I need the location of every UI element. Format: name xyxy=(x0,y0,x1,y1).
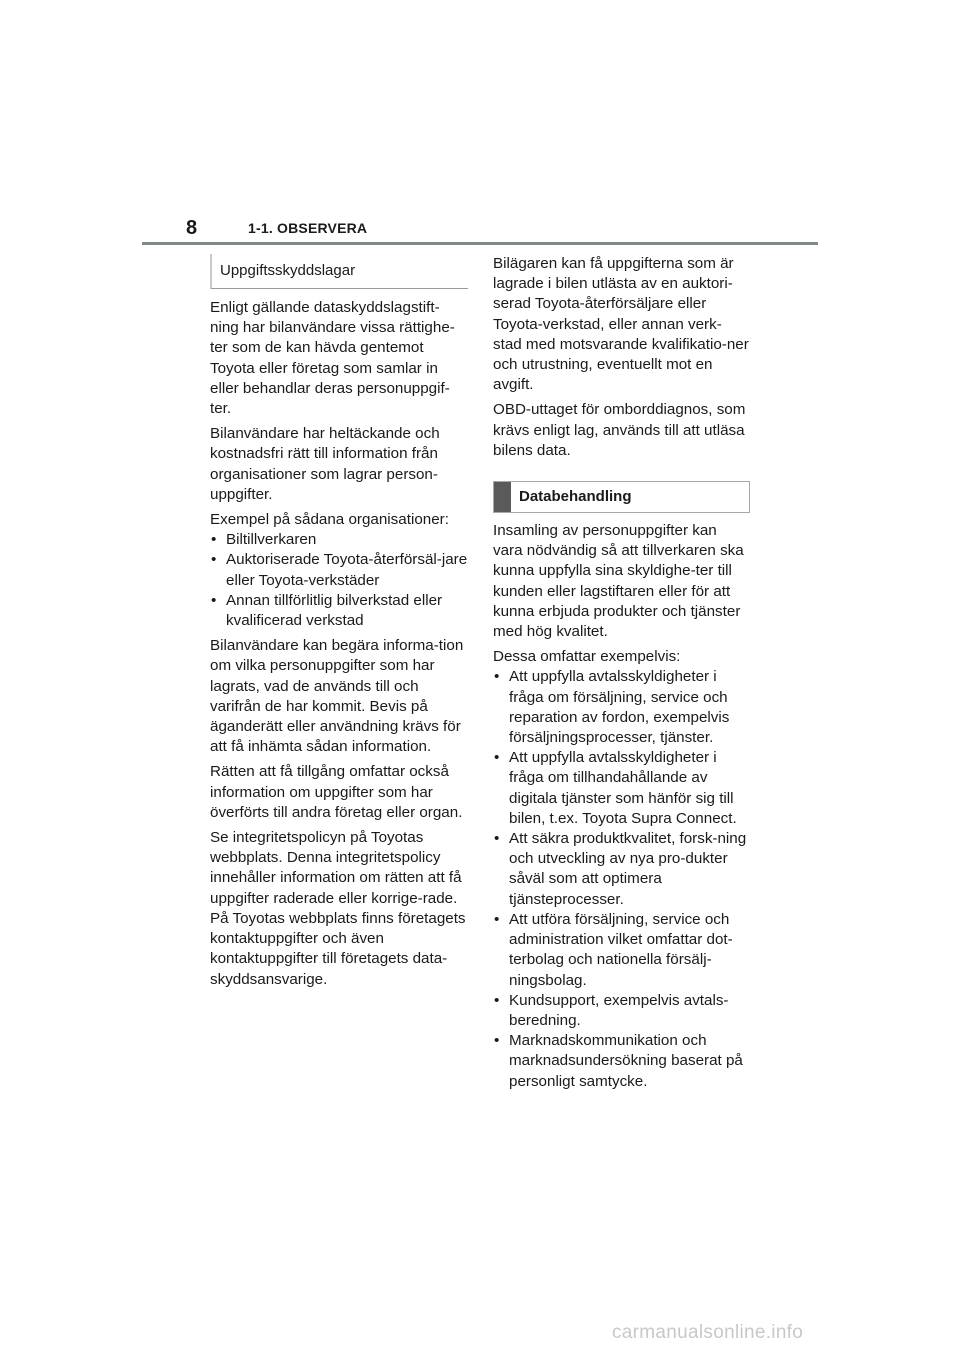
section-heading-label: Databehandling xyxy=(519,487,632,505)
list-item: • Kundsupport, exempelvis avtals-beredning. xyxy=(493,991,750,1031)
list-item: • Att säkra produktkvalitet, forsk-ning och utveckling av nya pro-dukter såväl som att optimera tjänsteprocesser. xyxy=(493,829,750,910)
paragraph: Insamling av personuppgifter kan vara nödvändig så att tillverkaren ska kunna uppfylla sina skyldighe-ter till kunden eller lagstiftaren eller för att kunna erbjuda produkter och tjänster med hög kvalitet. xyxy=(493,522,744,641)
organisation-examples-list xyxy=(210,530,468,631)
page-number: 8 xyxy=(186,217,198,239)
paragraph: Se integritetspolicyn på Toyotas webbplats. Denna integritetspolicy innehåller information om rätten att få uppgifter raderade eller korrige-rade. På Toyotas webbplats finns företagets kontaktuppgifter och även kontaktuppgifter till företagets data-skyddsansvarige. xyxy=(210,829,466,988)
processing-purposes-list xyxy=(493,667,750,1091)
right-column xyxy=(493,254,750,1097)
list-item: • Att uppfylla avtalsskyldigheter i fråga om försäljning, service och reparation av fordon, exempelvis försäljningsprocesser, tjänster. xyxy=(493,667,750,748)
list-item: • Auktoriserade Toyota-återförsäl-jare eller Toyota-verkstäder xyxy=(210,550,468,590)
paragraph: Rätten att få tillgång omfattar också information om uppgifter som har överförts till andra företag eller organ. xyxy=(210,763,463,821)
paragraph: Exempel på sådana organisationer: xyxy=(210,511,449,529)
paragraph: Bilägaren kan få uppgifterna som är lagrade i bilen utlästa av en auktori-serad Toyota-återförsäljare eller Toyota-verkstad, eller annan verk-stad med motsvarande kvalifikatio-ner och utrustning, eventuellt mot en avgift. xyxy=(493,255,749,394)
paragraph: Enligt gällande dataskyddslagstift-ning har bilanvändare vissa rättighe-ter som de kan hävda gentemot Toyota eller företag som samlar in eller behandlar deras personuppgif-ter. xyxy=(210,299,455,418)
chapter-title: 1-1. OBSERVERA xyxy=(248,220,368,236)
section-heading-marker xyxy=(494,482,511,512)
list-item: • Annan tillförlitlig bilverkstad eller kvalificerad verkstad xyxy=(210,591,468,631)
list-item: • Att uppfylla avtalsskyldigheter i fråga om tillhandahållande av digitala tjänster som hänför sig till bilen, t.ex. Toyota Supra Connect. xyxy=(493,748,750,829)
left-column xyxy=(210,254,468,995)
paragraph: Dessa omfattar exempelvis: xyxy=(493,648,681,666)
paragraph: Bilanvändare har heltäckande och kostnadsfri rätt till information från organisationer som lagrar person-uppgifter. xyxy=(210,425,440,503)
list-item: • Marknadskommunikation och marknadsundersökning baserat på personligt samtycke. xyxy=(493,1031,750,1092)
header-rule xyxy=(142,242,818,245)
section-heading-data-protection-laws xyxy=(210,254,468,289)
watermark: carmanualsonline.info xyxy=(612,1322,804,1343)
paragraph: Bilanvändare kan begära informa-tion om vilka personuppgifter som har lagrats, vad de används till och varifrån de har kommit. Bevis på äganderätt eller användning krävs för att få inhämta sådan information. xyxy=(210,637,464,756)
section-heading-label: Uppgiftsskyddslagar xyxy=(220,261,356,279)
section-heading-data-processing xyxy=(493,481,750,513)
paragraph: OBD-uttaget för omborddiagnos, som krävs enligt lag, används till att utläsa bilens data. xyxy=(493,401,746,459)
list-item: • Att utföra försäljning, service och administration vilket omfattar dot-terbolag och nationella försälj-ningsbolag. xyxy=(493,910,750,991)
list-item: • Biltillverkaren xyxy=(210,530,468,550)
